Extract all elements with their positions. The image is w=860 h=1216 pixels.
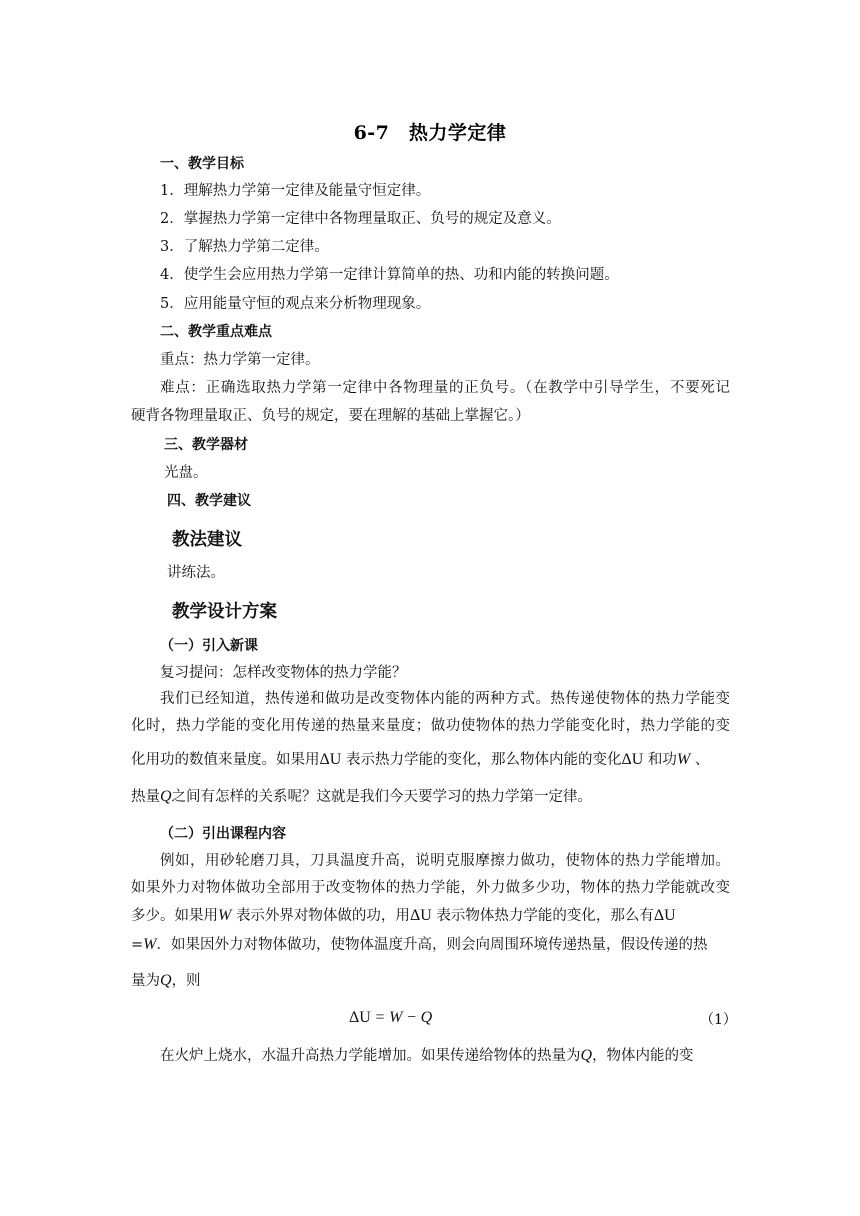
difficulty-text-line1: 难点：正确选取热力学第一定律中各物理量的正负号。（在教学中引导学生，不要死记 (160, 380, 730, 396)
text-run: 和功 (647, 752, 677, 768)
text-run: 之间有怎样的关系呢？这就是我们今天要学习的热力学第一定律。 (171, 789, 593, 805)
text-run: 、 (694, 752, 710, 768)
equation-heat: Q (420, 1009, 433, 1026)
text-run: 表示外界对物体做的功，用 (235, 908, 410, 924)
key-point-text: 重点：热力学第一定律。 (160, 352, 320, 368)
text-run: 表示热力学能的变化，那么物体内能的变化 (345, 752, 622, 768)
equation-lhs: ΔU (349, 1009, 371, 1026)
intro-paragraph-line4 (131, 787, 592, 807)
objective-item: 1．理解热力学第一定律及能量守恒定律。 (160, 183, 431, 199)
delta-u-symbol: ΔU (319, 751, 342, 768)
text-run: ，物体内能的变 (592, 1048, 694, 1064)
page-title: 6-7 热力学定律 (353, 122, 507, 144)
work-symbol: W (143, 936, 157, 953)
text-run: ，则 (171, 973, 201, 989)
delta-u-symbol: ΔU (653, 907, 676, 924)
section-heading-key-points: 二、教学重点难点 (160, 324, 272, 340)
work-symbol: W (676, 751, 691, 768)
text-run: = (131, 937, 144, 953)
section-heading-equipment: 三、教学器材 (164, 437, 248, 453)
equation-first-law (349, 1008, 432, 1028)
equipment-text: 光盘。 (164, 465, 208, 481)
part-heading-introduction: （一）引入新课 (160, 638, 258, 654)
objective-item: 2．掌握热力学第一定律中各物理量取正、负号的规定及意义。 (160, 211, 561, 227)
part-heading-course-content: （二）引出课程内容 (160, 826, 286, 842)
work-symbol: W (218, 907, 232, 924)
text-run: 表示物体热力学能的变化，那么有 (436, 908, 654, 924)
delta-u-symbol: ΔU (409, 907, 432, 924)
teaching-method-text: 讲练法。 (167, 565, 225, 581)
intro-paragraph-line1: 我们已经知道，热传递和做功是改变物体内能的两种方式。热传递使物体的热力学能变 (160, 691, 730, 707)
review-question: 复习提问：怎样改变物体的热力学能？ (160, 665, 407, 681)
content-paragraph-line6 (160, 1046, 694, 1066)
section-heading-suggestions: 四、教学建议 (167, 493, 251, 509)
content-paragraph-line2: 如果外力对物体做功全部用于改变物体的热力学能，外力做多少功，物体的热力学能就改变 (131, 880, 730, 896)
text-run: 热量 (131, 789, 160, 805)
text-run: 多少。如果用 (131, 908, 218, 924)
section-heading-objectives: 一、教学目标 (160, 156, 244, 172)
objective-item: 5．应用能量守恒的观点来分析物理现象。 (160, 296, 431, 312)
delta-u-symbol: ΔU (621, 751, 644, 768)
subheading-teaching-method: 教法建议 (172, 530, 242, 550)
equation-equals: = (375, 1009, 385, 1026)
text-run: 化用功的数值来量度。如果用 (131, 752, 320, 768)
subheading-design-plan: 教学设计方案 (172, 602, 277, 622)
intro-paragraph-line2: 化时，热力学能的变化用传递的热量来量度；做功使物体的热力学能变化时，热力学能的变 (131, 718, 730, 734)
intro-paragraph-line3 (131, 750, 709, 770)
text-run: 在火炉上烧水，水温升高热力学能增加。如果传递给物体的热量为 (160, 1048, 581, 1064)
content-paragraph-line4 (131, 935, 707, 955)
objective-item: 4．使学生会应用热力学第一定律计算简单的热、功和内能的转换问题。 (160, 267, 619, 283)
objective-item: 3．了解热力学第二定律。 (160, 239, 329, 255)
equation-number: （1） (700, 1012, 737, 1028)
content-paragraph-line1: 例如，用砂轮磨刀具，刀具温度升高，说明克服摩擦力做功，使物体的热力学能增加。 (160, 853, 730, 869)
text-run: ．如果因外力对物体做功，使物体温度升高，则会向周围环境传递热量，假设传递的热 (156, 937, 708, 953)
difficulty-text-line2: 硬背各物理量取正、负号的规定，要在理解的基础上掌握它。） (131, 408, 530, 424)
text-run: 量为 (131, 973, 160, 989)
equation-work: W (389, 1009, 403, 1026)
content-paragraph-line3 (131, 906, 676, 926)
equation-minus: − (407, 1009, 417, 1026)
heat-symbol: Q (580, 1047, 593, 1064)
content-paragraph-line5 (131, 971, 201, 991)
heat-symbol: Q (160, 972, 172, 989)
heat-symbol: Q (160, 788, 172, 805)
